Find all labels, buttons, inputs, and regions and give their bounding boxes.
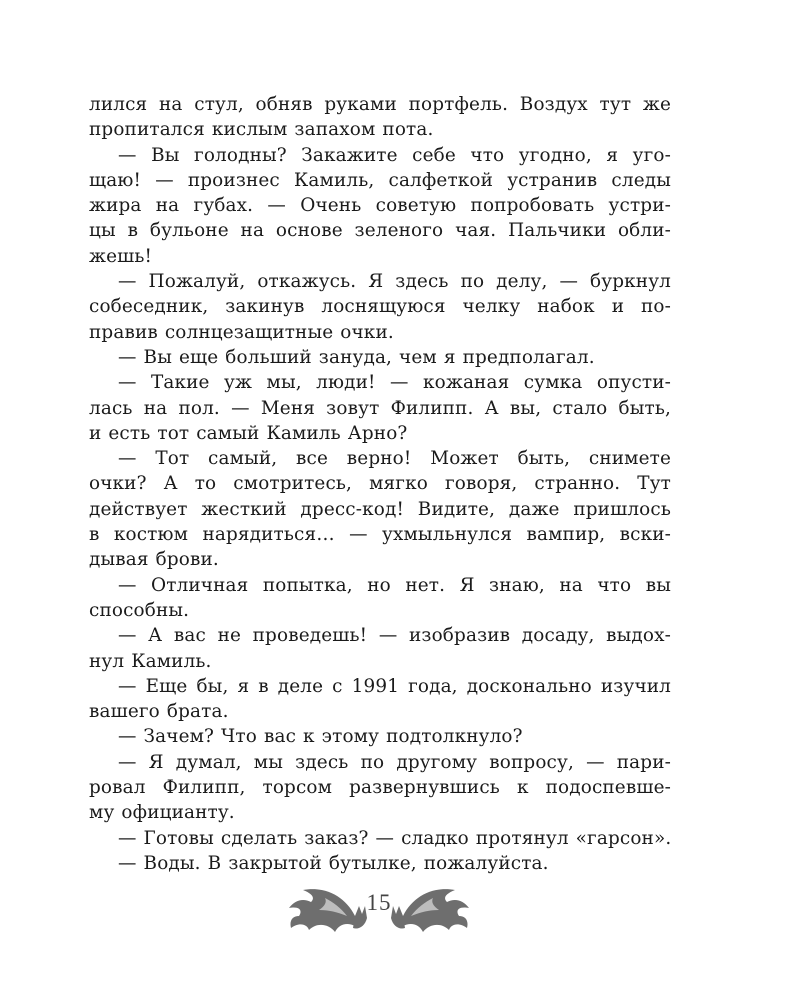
page-folio — [285, 876, 473, 940]
text-line: действует жесткий дресс-код! Видите, даже пришлось — [89, 498, 671, 520]
text-line: лась на пол. — Меня зовут Филипп. А вы, стало быть, — [89, 397, 671, 419]
text-line: жира на губах. — Очень советую попробовать устри- — [89, 195, 671, 217]
text-line: вашего брата. — [89, 701, 229, 723]
text-line: — Воды. В закрытой бутылке, пожалуйста. — [118, 852, 549, 874]
text-line: собеседник, закинув лоснящуюся челку набок и по- — [89, 296, 671, 318]
text-line: дывая брови. — [89, 549, 219, 571]
text-line: му официанту. — [89, 802, 235, 824]
body-text — [89, 92, 671, 876]
text-line: цы в бульоне на основе зеленого чая. Пальчики обли- — [89, 220, 671, 242]
text-line: — Я думал, мы здесь по другому вопросу, — пари- — [118, 751, 671, 773]
page-number: 15 — [366, 890, 392, 915]
text-line: — А вас не проведешь! — изобразив досаду, выдох- — [118, 625, 671, 647]
text-line: правив солнцезащитные очки. — [89, 321, 394, 343]
text-line: лился на стул, обняв руками портфель. Воздух тут же — [89, 94, 671, 115]
text-line: очки? А то смотритесь, мягко говоря, странно. Тут — [89, 473, 671, 495]
text-line: — Вы еще больший зануда, чем я предполагал. — [118, 346, 595, 368]
text-line: — Готовы сделать заказ? — сладко протянул «гарсон». — [118, 827, 672, 849]
text-line: — Еще бы, я в деле с 1991 года, досконально изучил — [118, 675, 671, 697]
text-line: и есть тот самый Камиль Арно? — [89, 422, 408, 444]
text-line: жешь! — [89, 245, 153, 267]
text-line: — Вы голодны? Закажите себе что угодно, я уго- — [118, 144, 671, 166]
text-line: — Тот самый, все верно! Может быть, снимете — [118, 448, 671, 470]
text-line: пропитался кислым запахом пота. — [89, 119, 434, 141]
text-line: — Такие уж мы, люди! — кожаная сумка опусти- — [118, 372, 671, 394]
text-line: способны. — [89, 599, 190, 621]
text-line: в костюм нарядиться… — ухмыльнулся вампир, вски- — [89, 524, 671, 546]
text-line: — Зачем? Что вас к этому подтолкнуло? — [118, 726, 523, 748]
text-line: нул Камиль. — [89, 650, 212, 672]
text-line: — Отличная попытка, но нет. Я знаю, на что вы — [118, 574, 671, 596]
text-line: щаю! — произнес Камиль, салфеткой устранив следы — [89, 169, 671, 191]
text-line: ровал Филипп, торсом развернувшись к подоспевше- — [89, 777, 671, 799]
text-line: — Пожалуй, откажусь. Я здесь по делу, — буркнул — [118, 271, 671, 293]
